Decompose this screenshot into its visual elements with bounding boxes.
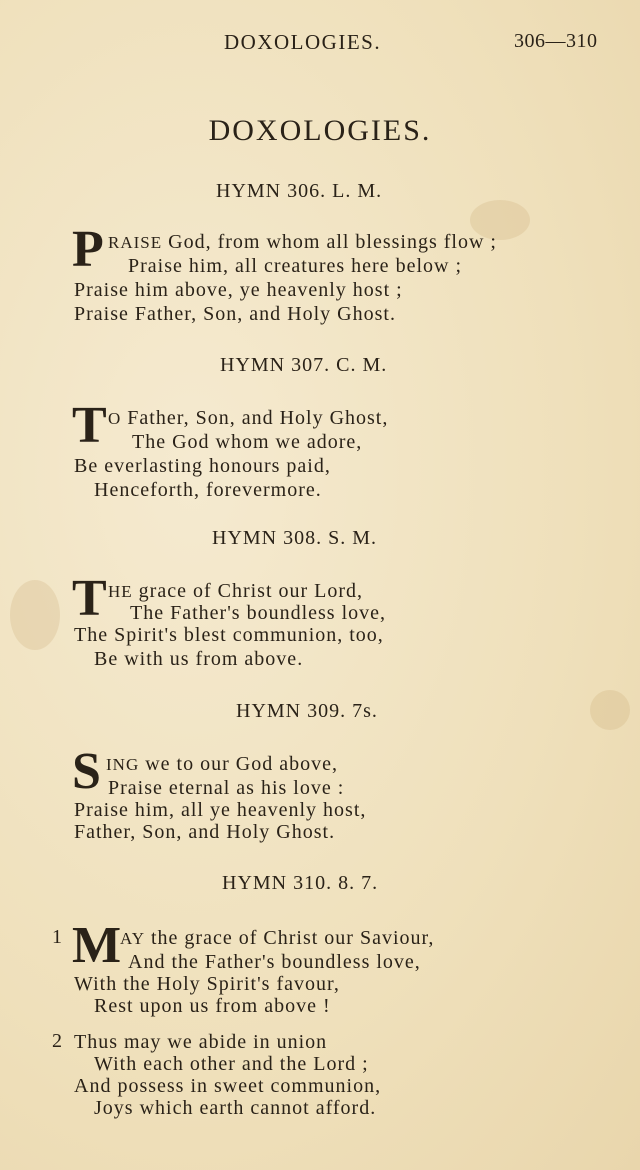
hymn-heading: HYMN 307. C. M. (220, 354, 388, 376)
verse-line: And the Father's boundless love, (128, 951, 421, 973)
line-text: the grace of Christ our Saviour, (145, 927, 435, 949)
hymn-heading: HYMN 306. L. M. (216, 180, 383, 202)
line-text: grace of Christ our Lord, (132, 580, 364, 602)
first-word-caps: ING (106, 755, 140, 774)
drop-cap: M (72, 917, 122, 974)
first-word-caps: HE (108, 582, 133, 601)
verse-line: The Spirit's blest communion, too, (74, 624, 384, 646)
verse-line: With the Holy Spirit's favour, (74, 973, 340, 995)
verse-line: The Father's boundless love, (130, 602, 387, 624)
verse-line: Be with us from above. (94, 648, 304, 670)
verse-number: 1 (52, 926, 62, 948)
verse-line: Joys which earth cannot afford. (94, 1097, 377, 1119)
verse-line: With each other and the Lord ; (94, 1053, 369, 1075)
hymn-heading: HYMN 309. 7s. (236, 700, 378, 722)
verse-line (108, 230, 497, 254)
paper-stain (590, 690, 630, 730)
verse-number: 2 (52, 1030, 62, 1052)
drop-cap: T (72, 570, 107, 627)
drop-cap: T (72, 397, 107, 454)
verse-line: Praise Father, Son, and Holy Ghost. (74, 303, 396, 325)
line-text: God, from whom all blessings flow ; (162, 231, 497, 253)
hymn-heading: HYMN 310. 8. 7. (222, 872, 379, 894)
verse-line: Praise him above, ye heavenly host ; (74, 279, 403, 301)
section-title: DOXOLOGIES. (208, 114, 432, 147)
verse-line: Henceforth, forevermore. (94, 479, 322, 501)
first-word-caps: AY (120, 929, 145, 948)
verse-line: Praise eternal as his love : (108, 777, 345, 799)
verse-line: Praise him, all ye heavenly host, (74, 799, 367, 821)
verse-line: The God whom we adore, (132, 431, 363, 453)
running-head-pages: 306—310 (514, 30, 598, 52)
verse-line: Be everlasting honours paid, (74, 455, 331, 477)
verse-line: Father, Son, and Holy Ghost. (74, 821, 336, 843)
verse-line (108, 579, 363, 603)
drop-cap: S (72, 743, 101, 800)
verse-line: Thus may we abide in union (74, 1031, 328, 1053)
running-head-title: DOXOLOGIES. (224, 30, 382, 54)
hymn-heading: HYMN 308. S. M. (212, 527, 378, 549)
line-text: we to our God above, (139, 753, 338, 775)
verse-line: Praise him, all creatures here below ; (128, 255, 462, 277)
first-word-caps: RAISE (108, 233, 163, 252)
line-text: Father, Son, and Holy Ghost, (121, 407, 389, 429)
verse-line (108, 406, 388, 430)
verse-line: Rest upon us from above ! (94, 995, 331, 1017)
drop-cap: P (72, 221, 104, 278)
running-head (0, 30, 640, 60)
verse-line: And possess in sweet communion, (74, 1075, 382, 1097)
first-word-caps: O (108, 409, 122, 428)
paper-stain (10, 580, 60, 650)
verse-line (106, 752, 338, 776)
verse-line (120, 926, 434, 950)
